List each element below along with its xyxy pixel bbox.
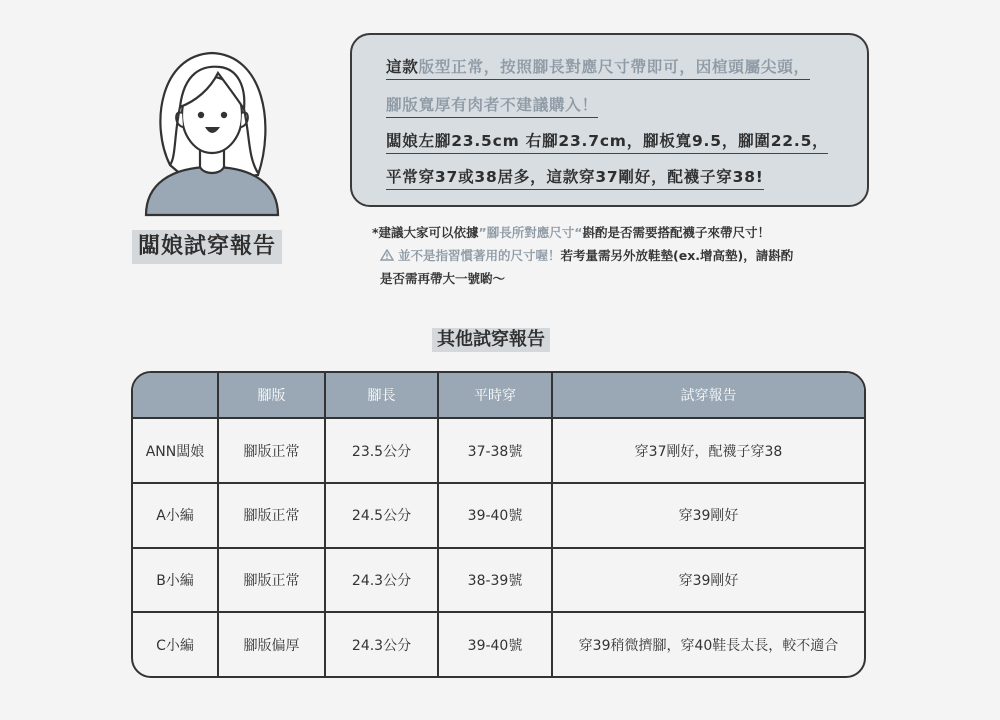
row-cell-fit-report: 穿37剛好，配襪子穿38 xyxy=(552,418,864,483)
review-line-1 xyxy=(386,55,810,80)
row-cell-usual-size: 39-40號 xyxy=(438,483,552,548)
warning-icon xyxy=(380,249,394,261)
row-cell-foot-type: 腳版正常 xyxy=(218,483,325,548)
row-cell-name: B小編 xyxy=(133,548,218,613)
note-line-1 xyxy=(372,221,793,244)
header-cell-usual-size: 平時穿 xyxy=(438,373,552,418)
review-line-1-lead: 這款 xyxy=(386,58,419,76)
fit-report-table xyxy=(131,371,866,678)
header-cell-foot-type: 腳版 xyxy=(218,373,325,418)
header-cell-foot-length: 腳長 xyxy=(325,373,438,418)
sizing-note xyxy=(372,221,793,290)
table-row xyxy=(133,612,864,676)
row-cell-foot-type: 腳版正常 xyxy=(218,418,325,483)
row-cell-name: A小編 xyxy=(133,483,218,548)
review-line-3: 闆娘左腳23.5cm 右腳23.7cm，腳板寬9.5，腳圍22.5， xyxy=(386,129,828,154)
note-warning-text: 並不是指習慣著用的尺寸喔！ xyxy=(398,248,561,263)
row-cell-foot-length: 23.5公分 xyxy=(325,418,438,483)
owner-avatar-illustration xyxy=(140,45,285,217)
table-row xyxy=(133,483,864,548)
row-cell-fit-report: 穿39稍微擠腳，穿40鞋長太長，較不適合 xyxy=(552,612,864,676)
row-cell-name: ANN闆娘 xyxy=(133,418,218,483)
row-cell-usual-size: 38-39號 xyxy=(438,548,552,613)
note-text-3: 斟酌是否需要搭配襪子來帶尺寸！ xyxy=(582,225,770,240)
note-text-1: *建議大家可以依據 xyxy=(372,225,479,240)
review-line-1-rest: 版型正常，按照腳長對應尺寸帶即可，因楦頭屬尖頭， xyxy=(418,58,810,76)
row-cell-foot-length: 24.3公分 xyxy=(325,548,438,613)
note-warning-rest: 若考量需另外放鞋墊(ex.增高墊)，請斟酌 xyxy=(560,248,794,263)
row-cell-foot-length: 24.5公分 xyxy=(325,483,438,548)
other-reviews-title: 其他試穿報告 xyxy=(432,328,550,352)
review-line-4: 平常穿37或38居多，這款穿37剛好，配襪子穿38! xyxy=(386,165,764,190)
row-cell-fit-report: 穿39剛好 xyxy=(552,483,864,548)
row-cell-fit-report: 穿39剛好 xyxy=(552,548,864,613)
header-cell-name xyxy=(133,373,218,418)
note-line-2 xyxy=(372,244,793,267)
owner-review-title: 闆娘試穿報告 xyxy=(132,230,282,264)
row-cell-foot-type: 腳版偏厚 xyxy=(218,612,325,676)
owner-review-box xyxy=(350,33,869,207)
row-cell-usual-size: 39-40號 xyxy=(438,612,552,676)
note-line-3: 是否需再帶大一號喲～ xyxy=(380,271,506,286)
table-header-row xyxy=(133,373,864,418)
table-row xyxy=(133,418,864,483)
table-row xyxy=(133,548,864,613)
header-cell-fit-report: 試穿報告 xyxy=(552,373,864,418)
row-cell-foot-length: 24.3公分 xyxy=(325,612,438,676)
row-cell-name: C小編 xyxy=(133,612,218,676)
review-line-2: 腳版寬厚有肉者不建議購入！ xyxy=(386,93,598,118)
row-cell-usual-size: 37-38號 xyxy=(438,418,552,483)
row-cell-foot-type: 腳版正常 xyxy=(218,548,325,613)
note-text-2: ”腳長所對應尺寸“ xyxy=(478,225,583,240)
